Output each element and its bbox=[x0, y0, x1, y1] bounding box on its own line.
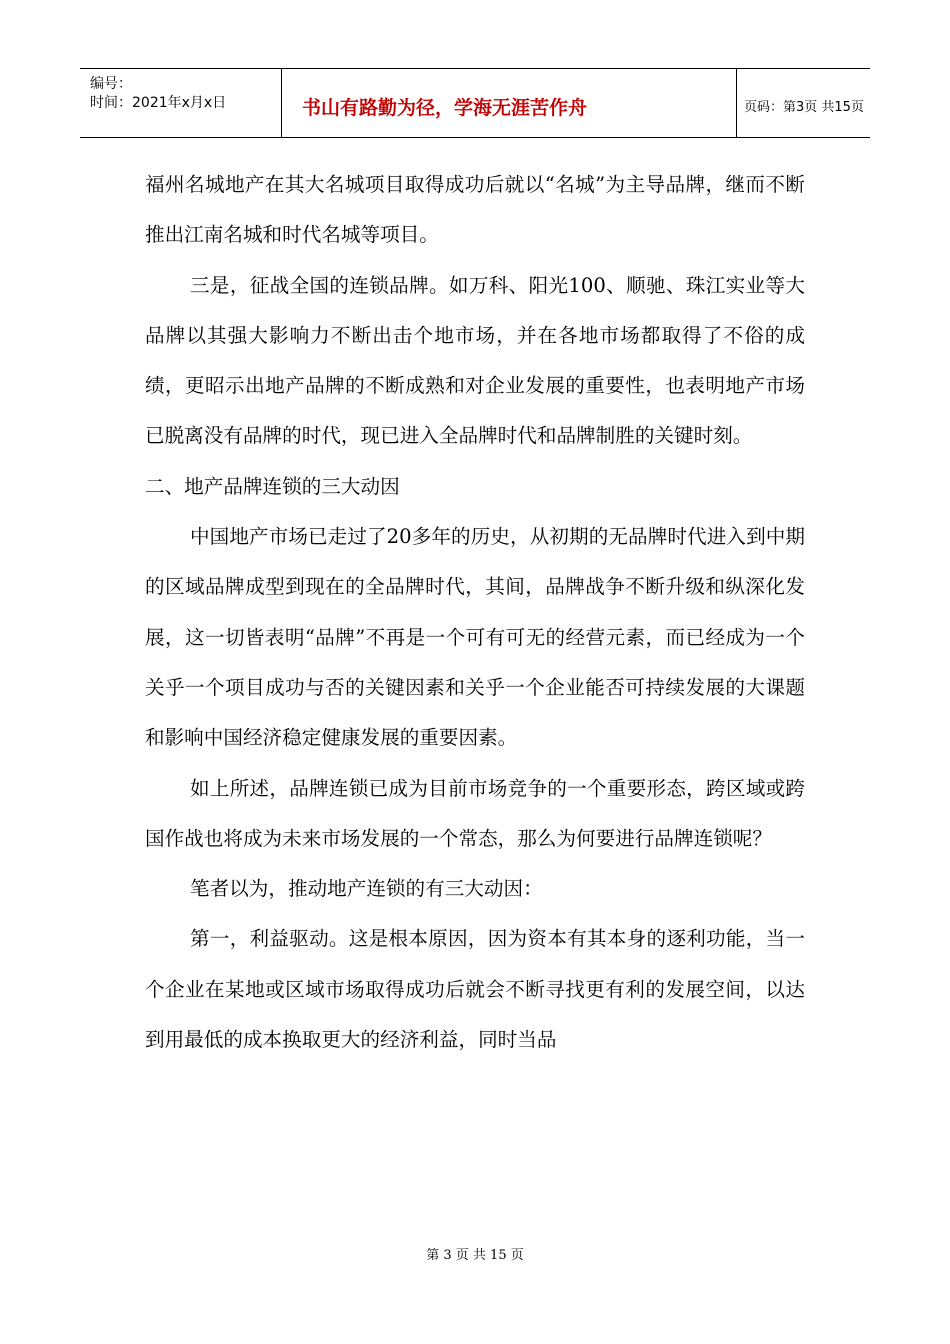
paragraph: 第一，利益驱动。这是根本原因，因为资本有其本身的逐利功能，当一个企业在某地或区域市场取得成功后就会不断寻找更有利的发展空间，以达到用最低的成本换取更大的经济利益，同时当品 bbox=[145, 927, 805, 1052]
header-motto-cell bbox=[282, 69, 737, 137]
paragraph: 三是，征战全国的连锁品牌。如万科、阳光100、顺驰、珠江实业等大品牌以其强大影响力不断出击个地市场，并在各地市场都取得了不俗的成绩，更昭示出地产品牌的不断成熟和对企业发展的重要性，也表明地产市场已脱离没有品牌的时代，现已进入全品牌时代和品牌制胜的关键时刻。 bbox=[145, 273, 805, 448]
document-header bbox=[80, 68, 870, 138]
section-heading: 二、地产品牌连锁的三大动因 bbox=[145, 474, 400, 498]
document-date-label: 时间：2021年x月x日 bbox=[90, 95, 227, 111]
header-motto: 书山有路勤为径，学海无涯苦作舟 bbox=[302, 97, 588, 119]
paragraph: 福州名城地产在其大名城项目取得成功后就以“名城”为主导品牌，继而不断推出江南名城和时代名城等项目。 bbox=[145, 173, 805, 247]
header-page-info: 页码：第3页 共15页 bbox=[744, 100, 864, 115]
header-page-cell bbox=[737, 69, 870, 137]
paragraph: 笔者以为，推动地产连锁的有三大动因： bbox=[190, 877, 543, 901]
document-body bbox=[145, 160, 805, 1065]
paragraph: 如上所述，品牌连锁已成为目前市场竞争的一个重要形态，跨区域或跨国作战也将成为未来市场发展的一个常态，那么为何要进行品牌连锁呢？ bbox=[145, 776, 805, 850]
page-footer: 第 3 页 共 15 页 bbox=[426, 1248, 524, 1263]
header-meta-cell bbox=[80, 69, 282, 137]
paragraph: 中国地产市场已走过了20多年的历史，从初期的无品牌时代进入到中期的区域品牌成型到现在的全品牌时代，其间，品牌战争不断升级和纵深化发展，这一切皆表明“品牌”不再是一个可有可无的经营元素，而已经成为一个关乎一个项目成功与否的关键因素和关乎一个企业能否可持续发展的大课题和影响中国经济稳定健康发展的重要因素。 bbox=[145, 525, 805, 750]
document-number-label: 编号： bbox=[90, 76, 132, 92]
